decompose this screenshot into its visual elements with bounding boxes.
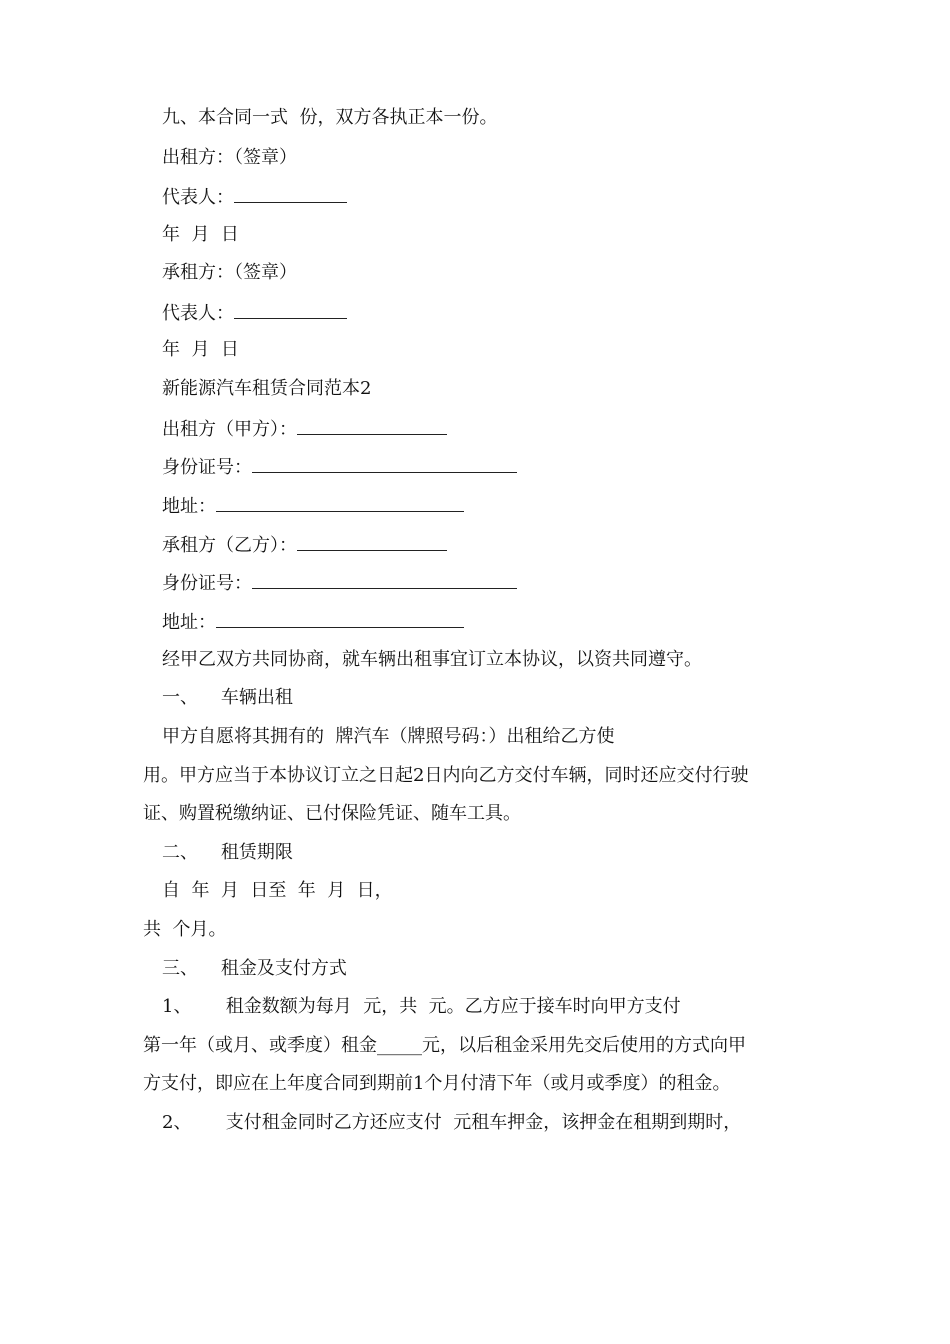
blank-underline (234, 184, 347, 203)
id-number-label: 身份证号： (162, 457, 252, 478)
representative-label: 代表人： (162, 187, 234, 208)
party-a-id-line (162, 454, 517, 480)
section-three-heading: 三、 租金及支付方式 (162, 958, 347, 979)
agreement-preamble: 经甲乙双方共同协商，就车辆出租事宜订立本协议，以资共同遵守。 (162, 649, 702, 670)
paragraph-line: 方支付，即应在上年度合同到期前1个月付清下年（或月或季度）的租金。 (143, 1073, 731, 1094)
address-label: 地址： (162, 612, 216, 633)
paragraph-line: 证、购置税缴纳证、已付保险凭证、随车工具。 (143, 803, 521, 824)
paragraph-line: 第一年（或月、或季度）租金_____元，以后租金采用先交后使用的方式向甲 (143, 1035, 746, 1056)
lessor-date-line: 年 月 日 (162, 224, 239, 245)
party-b-label: 承租方（乙方）： (162, 535, 297, 556)
section-two-heading: 二、 租赁期限 (162, 842, 293, 863)
representative-label: 代表人： (162, 303, 234, 324)
party-a-address-line (162, 493, 464, 519)
lessee-representative-line (162, 300, 347, 326)
clause-nine: 九、本合同一式 份，双方各执正本一份。 (162, 107, 498, 128)
party-a-label: 出租方（甲方）： (162, 419, 297, 440)
section-one-heading: 一、 车辆出租 (162, 687, 293, 708)
template-title: 新能源汽车租赁合同范本2 (162, 378, 372, 399)
blank-underline (297, 532, 447, 551)
blank-underline (252, 570, 517, 589)
lease-months-line: 共 个月。 (143, 919, 227, 940)
lessor-representative-line (162, 184, 347, 210)
paragraph-line: 2、 支付租金同时乙方还应支付 元租车押金，该押金在租期到期时， (162, 1112, 742, 1133)
lessee-seal-line: 承租方：（签章） (162, 262, 297, 283)
party-a-line (162, 416, 447, 442)
lease-term-line: 自 年 月 日至 年 月 日， (162, 880, 393, 901)
blank-underline (234, 300, 347, 319)
blank-underline (297, 416, 447, 435)
lessee-date-line: 年 月 日 (162, 339, 239, 360)
party-b-line (162, 532, 447, 558)
blank-underline (216, 493, 464, 512)
paragraph-line: 甲方自愿将其拥有的 牌汽车（牌照号码：）出租给乙方使 (162, 726, 615, 747)
address-label: 地址： (162, 496, 216, 517)
blank-underline (252, 454, 517, 473)
paragraph-line: 1、 租金数额为每月 元，共 元。乙方应于接车时向甲方支付 (162, 996, 681, 1017)
party-b-address-line (162, 609, 464, 635)
party-b-id-line (162, 570, 517, 596)
paragraph-line: 用。甲方应当于本协议订立之日起2日内向乙方交付车辆，同时还应交付行驶 (143, 765, 749, 786)
blank-underline (216, 609, 464, 628)
lessor-seal-line: 出租方：（签章） (162, 147, 297, 168)
id-number-label: 身份证号： (162, 573, 252, 594)
